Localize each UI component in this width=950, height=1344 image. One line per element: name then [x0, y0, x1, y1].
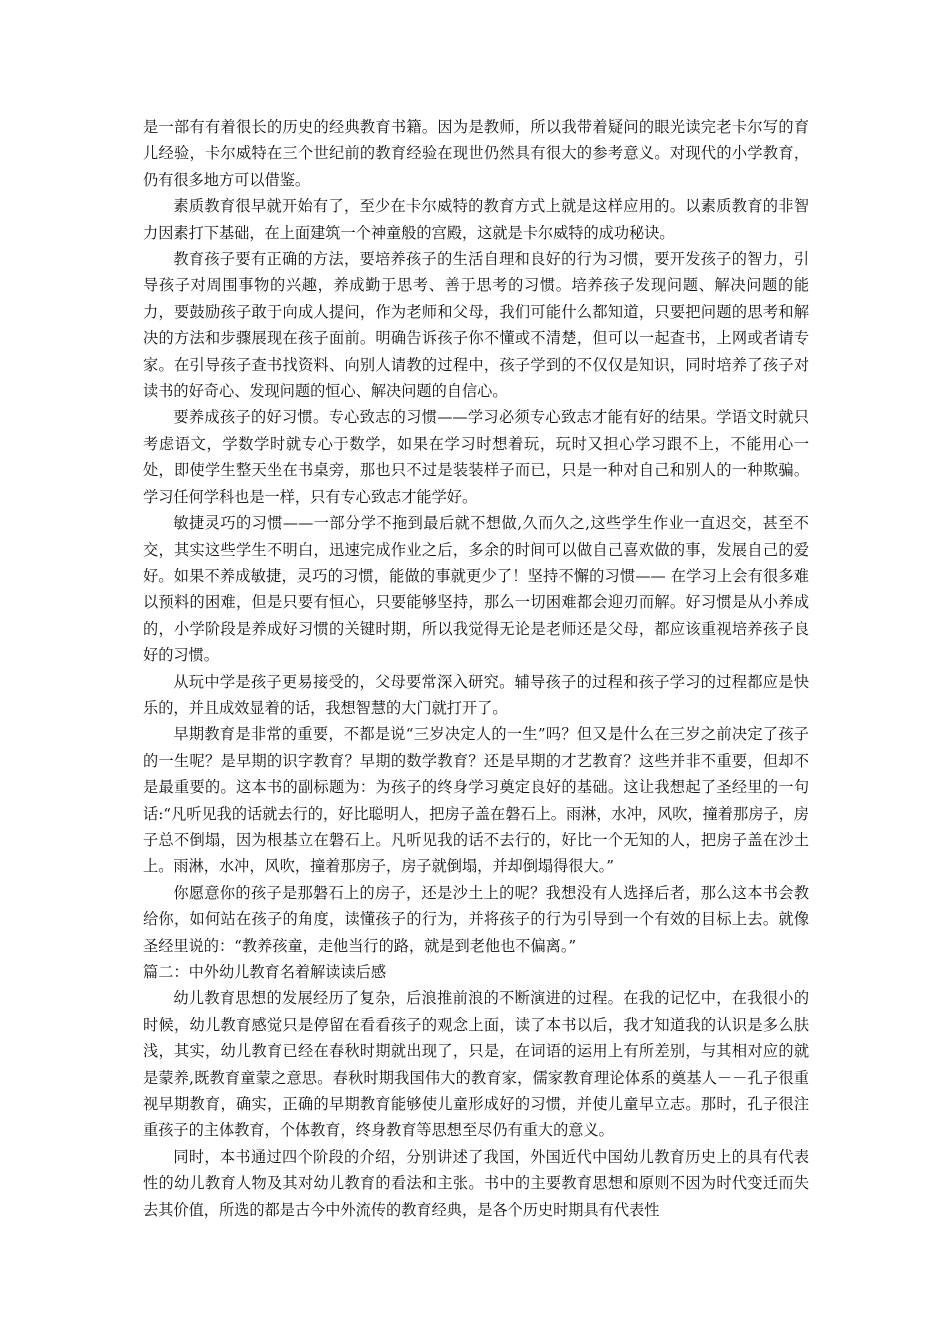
- paragraph: 早期教育是非常的重要，不都是说“三岁决定人的一生”吗？但又是什么在三岁之前决定了孩子的一生呢？是早期的识字教育？早期的数学教育？还是早期的才艺教育？这些并非不重要，但却不是最重要的。这本书的副标题为：为孩子的终身学习奠定良好的基础。这让我想起了圣经里的一句话:“凡听见我的话就去行的，好比聪明人，把房子盖在磐石上。雨淋，水冲，风吹，撞着那房子，房子总不倒塌，因为根基立在磐石上。凡听见我的话不去行的，好比一个无知的人，把房子盖在沙土上。雨淋，水冲，风吹，撞着那房子，房子就倒塌，并却倒塌得很大。”: [143, 725, 809, 876]
- paragraph: 素质教育很早就开始有了，至少在卡尔威特的教育方式上就是这样应用的。以素质教育的非智力因素打下基础，在上面建筑一个神童般的宫殿，这就是卡尔威特的成功秘诀。: [143, 197, 809, 242]
- document-body: [143, 114, 809, 1223]
- paragraph: 幼儿教育思想的发展经历了复杂，后浪推前浪的不断演进的过程。在我的记忆中，在我很小的时候，幼儿教育感觉只是停留在看看孩子的观念上面，读了本书以后，我才知道我的认识是多么肤浅，其实，幼儿教育已经在春秋时期就出现了，只是，在词语的运用上有所差别，与其相对应的就是蒙养,既教育童蒙之意思。春秋时期我国伟大的教育家，儒家教育理论体系的奠基人－－孔子很重视早期教育，确实，正确的早期教育能够使儿童形成好的习惯，并使儿童早立志。那时，孔子很注重孩子的主体教育，个体教育，终身教育等思想至尽仍有重大的意义。: [143, 989, 809, 1140]
- paragraph: 你愿意你的孩子是那磐石上的房子，还是沙土上的呢？我想没有人选择后者，那么这本书会教给你，如何站在孩子的角度，读懂孩子的行为，并将孩子的行为引导到一个有效的目标上去。就像圣经里说的：“教养孩童，走他当行的路，就是到老他也不偏离。”: [143, 883, 809, 955]
- paragraph: 要养成孩子的好习惯。专心致志的习惯——学习必须专心致志才能有好的结果。学语文时就只考虑语文，学数学时就专心于数学，如果在学习时想着玩，玩时又担心学习跟不上，不能用心一处，即使学生整天坐在书桌旁，那也只不过是装装样子而已，只是一种对自己和别人的一种欺骗。学习任何学科也是一样，只有专心致志才能学好。: [143, 408, 809, 506]
- paragraph: 敏捷灵巧的习惯——一部分学不拖到最后就不想做,久而久之,这些学生作业一直迟交，甚至不交，其实这些学生不明白，迅速完成作业之后，多余的时间可以做自己喜欢做的事，发展自己的爱好。如果不养成敏捷，灵巧的习惯，能做的事就更少了！坚持不懈的习惯—— 在学习上会有很多难以预料的困难，但是只要有恒心，只要能够坚持，那么一切困难都会迎刃而解。好习惯是从小养成的，小学阶段是养成好习惯的关键时期，所以我觉得无论是老师还是父母，都应该重视培养孩子良好的习惯。: [143, 514, 809, 665]
- paragraph: 同时，本书通过四个阶段的介绍，分别讲述了我国，外国近代中国幼儿教育历史上的具有代表性的幼儿教育人物及其对幼儿教育的看法和主张。书中的主要教育思想和原则不因为时代变迁而失去其价值，所选的都是古今中外流传的教育经典，是各个历史时期具有代表性: [143, 1147, 809, 1219]
- paragraph: 是一部有有着很长的历史的经典教育书籍。因为是教师，所以我带着疑问的眼光读完老卡尔写的育儿经验，卡尔威特在三个世纪前的教育经验在现世仍然具有很大的参考意义。对现代的小学教育，仍有很多地方可以借鉴。: [143, 118, 809, 189]
- section-heading: 篇二：中外幼儿教育名着解读读后感: [143, 963, 386, 981]
- paragraph: 教育孩子要有正确的方法，要培养孩子的生活自理和良好的行为习惯，要开发孩子的智力，引导孩子对周围事物的兴趣，养成勤于思考、善于思考的习惯。培养孩子发现问题、解决问题的能力，要鼓励孩子敢于向成人提问，作为老师和父母，我们可能什么都知道，只要把问题的思考和解决的方法和步骤展现在孩子面前。明确告诉孩子你不懂或不清楚，但可以一起查书，上网或者请专家。在引导孩子查书找资料、向别人请教的过程中，孩子学到的不仅仅是知识，同时培养了孩子对读书的好奇心、发现问题的恒心、解决问题的自信心。: [143, 250, 809, 401]
- paragraph: 从玩中学是孩子更易接受的，父母要常深入研究。辅导孩子的过程和孩子学习的过程都应是快乐的，并且成效显着的话，我想智慧的大门就打开了。: [143, 672, 809, 717]
